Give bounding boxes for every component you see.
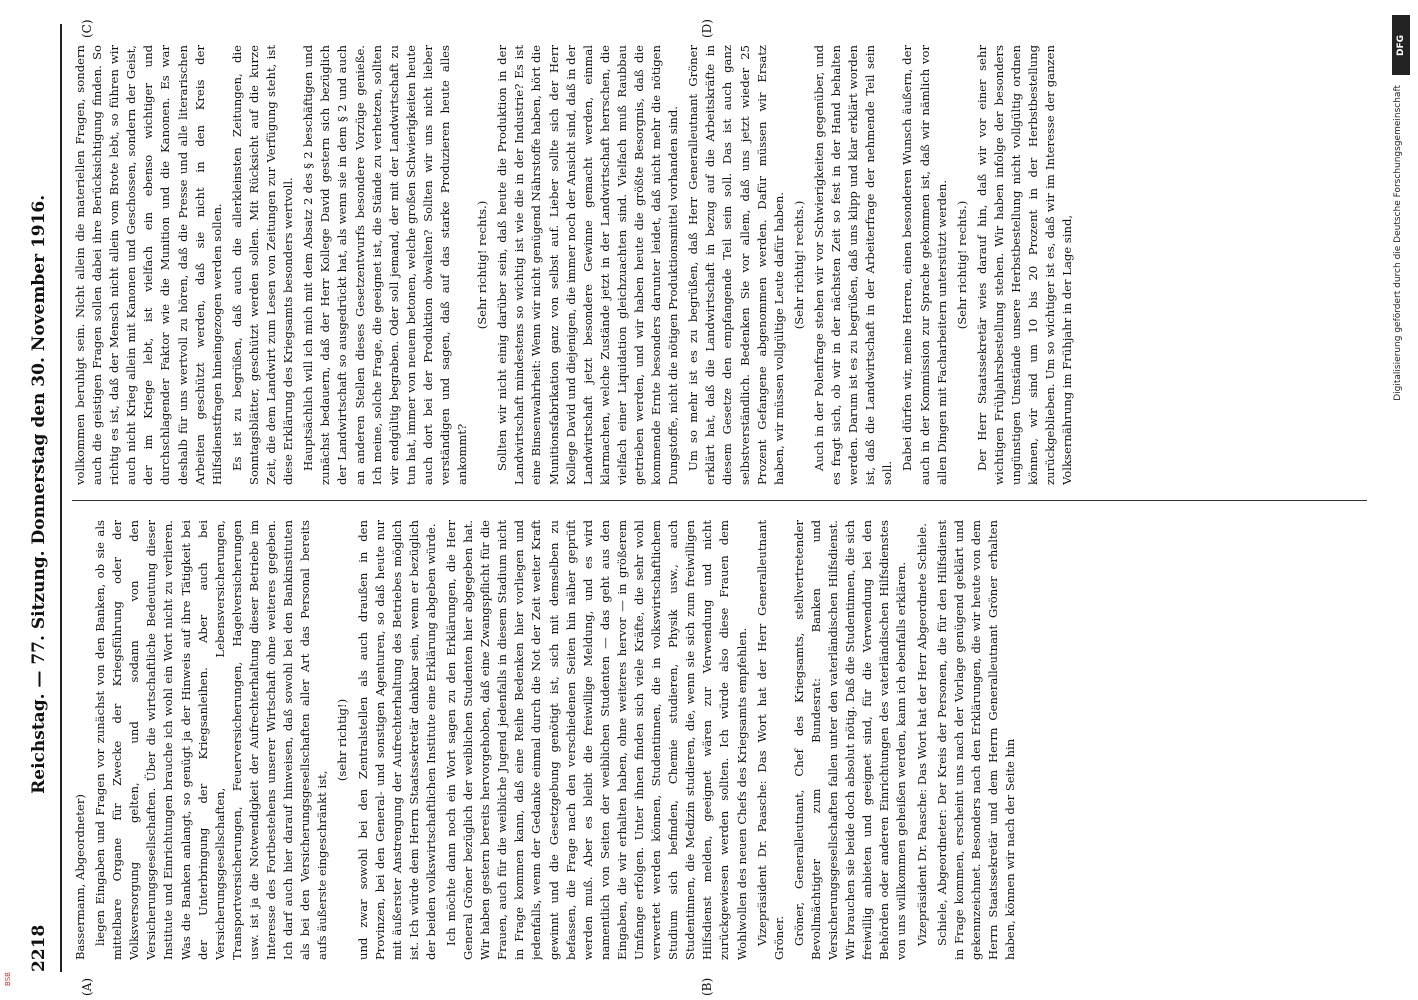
margin-mark-b: (B) (700, 977, 714, 996)
left-paragraph: und zwar sowohl bei den Zentralstellen als auch draußen in den Provinzen, bei den General- und sonstigen Agenturen, so daß heute nur mit äußerster Anstrengung der Aufrechterhaltung des Betriebes möglich ist. Ich würde dem Herrn Staatssekretär dankbar sein, wenn er bezüglich der beiden volkswirtschaftlichen Institute eine Erklärung abgeben würde. (355, 520, 438, 960)
header-rule (60, 24, 62, 972)
funding-text: Digitalisierung gefördert durch die Deutsche Forschungsgemeinschaft (1393, 85, 1403, 401)
page-title: Reichstag. — 77. Sitzung. Donnerstag den 30. November 1916. (29, 194, 49, 794)
right-paragraph: (Sehr richtig! rechts.) (791, 200, 806, 330)
right-paragraph: Hauptsächlich will ich mich mit dem Absatz 2 des § 2 beschäftigen und zunächst bedauern, daß der Herr Kollege David gestern sich bezüglich der Landwirtschaft so ausgedrückt hat, als wenn sie in dem § 2 und auch an anderen Stellen dieses Gesetzentwurfs besondere Vorzüge genieße. Ich meine, solche Frage, die geeignet ist, die Stände zu verhetzen, sollten wir endgültig begraben. Oder soll jemand, der mit der Landwirtschaft zu tun hat, immer von neuem betonen, welche großen Schwierigkeiten heute auch dort bei der Produktion obwalten? Sollten wir uns nicht lieber verständigen und sagen, daß auf das starke Produzieren heute alles ankommt? (301, 45, 470, 485)
right-paragraph: Der Herr Staatssekretär wies darauf hin, daß wir vor einer sehr wichtigen Frühjahrsbestellung stehen. Wir haben infolge der besonders ungünstigen Umstände unsere Herbstbestellung nicht vollgültig ordnen können, wir sind um 10 bis 20 Prozent in der Herbstbestellung zurückgeblieben. Um so wichtiger ist es, daß wir im Interesse der ganzen Volksernährung im Frühjahr in der Lage sind, (974, 45, 1075, 485)
margin-mark-c: (C) (80, 19, 94, 38)
margin-mark-d: (D) (700, 19, 714, 38)
left-paragraph: Bassermann, Abgeordneter) (73, 794, 87, 960)
margin-mark-a: (A) (80, 977, 94, 996)
page-number: 2218 (29, 924, 49, 972)
left-paragraph: liegen Eingaben und Fragen vor zunächst von den Banken, ob sie als mittelbare Organe für Zwecke der Kriegsführung oder der Volksversorgung gelten, und sodann von den Versicherungsgesellschaften. Über die wirtschaftliche Bedeutung dieser Institute und Einrichtungen brauche ich wohl ein Wort nicht zu verlieren. Was die Banken anlangt, so genügt ja der Hinweis auf ihre Tätigkeit bei der Unterbringung der Kriegsanleihen. Aber auch bei Versicherungsgesellschaften, Lebensversicherungen, Transportversicherungen, Feuerversicherungen, Hagelversicherungen usw. ist ja die Notwendigkeit der Aufrechterhaltung dieser Betriebe im Interesse des Fortbestehens unserer Wirtschaft ohne weiteres gegeben. Ich darf auch hier darauf hinweisen, daß sowohl bei den Bankinstituten als bei den Versicherungsgesellschaften aller Art das Personal bereits aufs äußerste eingeschränkt ist, (93, 520, 330, 960)
library-mark: BSB (4, 972, 12, 986)
page-header (22, 24, 56, 972)
right-column (72, 45, 1367, 485)
dfg-logo: DFG (1392, 15, 1410, 75)
right-paragraph: Auch in der Polenfrage stehen wir vor Schwierigkeiten gegenüber, und es fragt sich, ob wir in der nächsten Zeit so fest in der Hand behalten werden. Darum ist es zu begrüßen, daß uns klipp und klar erklärt worden ist, daß die Landwirtschaft in der Arbeiterfrage der nehmende Teil sein soll. (811, 45, 895, 485)
right-paragraph: Dabei dürfen wir, meine Herren, einen besonderen Wunsch äußern, der auch in der Kommission zur Sprache gekommen ist, daß wir nämlich vor allen Dingen mit Facharbeitern unterstützt werden. (900, 45, 949, 485)
left-paragraph: Ich möchte dann noch ein Wort sagen zu den Erklärungen, die Herr General Gröner bezüglich der weiblichen Studenten hier abgegeben hat. Wir haben gestern bereits hervorgehoben, daß eine Zwangspflicht für die Frauen, auch für die weibliche Jugend jedenfalls in diesem Stadium nicht in Frage kommen kann, daß eine Reihe Bedenken hier vorliegen und jedenfalls, wenn der Gedanke einmal durch die Not der Zeit weiter Kraft gewinnt und die Gesetzgebung genötigt ist, sich mit demselben zu befassen, die Frage nach den verschiedenen Seiten hin näher geprüft werden muß. Aber es bleibt die freiwillige Meldung, und es wird namentlich von Seiten der weiblichen Studenten — das geht aus den Eingaben, die wir erhalten haben, ohne weiteres hervor — in größerem Umfange erfolgen. Unter ihnen finden sich viele Kräfte, die sehr wohl verwertet werden können, Studentinnen, die in volkswirtschaftlichem Studium sich befinden, Chemie studieren, Physik usw., auch Studentinnen, die Medizin studieren, die, wenn sie sich zum freiwilligen Hilfsdienst melden, geeignet wären zur Verwendung und nicht zurückgewiesen werden sollten. Ich würde also diese Frauen dem Wohlwollen des neuen Chefs des Kriegsamts empfehlen. (443, 520, 749, 960)
left-paragraph: Schiele, Abgeordneter: Der Kreis der Personen, die für den Hilfsdienst in Frage kommen, erscheint uns nach der Vorlage genügend geklärt und gekennzeichnet. Besonders nach den Erklärungen, die wir heute von dem Herrn Staatssekretär und dem Herrn Generalleutnant Gröner erhalten haben, können wir nach der Seite hin (934, 520, 1017, 960)
right-paragraph: (Sehr richtig! rechts.) (475, 200, 490, 330)
left-paragraph: Vizepräsident Dr. Paasche: Das Wort hat der Herr Abgeordnete Schiele. (914, 523, 929, 946)
left-column (72, 520, 1367, 960)
funding-note (1388, 15, 1414, 985)
left-paragraph: Gröner, Generalleutnant, Chef des Kriegsamts, stellvertretender Bevollmächtigter zum Bundesrat: Banken und Versicherungsgesellschaften fallen unter den vaterländischen Hilfsdienst. Wir brauchen sie beide doch absolut nötig. Daß die Studentinnen, die sich freiwillig anbieten und geeignet sind, für die Verwendung bei den Behörden oder anderen Einrichtungen des vaterländischen Hilfsdienstes von uns willkommen geheißen werden, kann ich ebenfalls erklären. (791, 520, 909, 960)
left-paragraph: (sehr richtig!) (335, 698, 350, 782)
left-paragraph: Vizepräsident Dr. Paasche: Das Wort hat der Herr Generalleutnant Gröner. (754, 520, 786, 960)
right-paragraph: vollkommen beruhigt sein. Nicht allein die materiellen Fragen, sondern auch die geistigen Fragen sollen dabei ihre Berücksichtigung finden. So richtig es ist, daß der Mensch nicht allein vom Brote lebt, so führen wir auch nicht Krieg allein mit Kanonen und Geschossen, sondern der Geist, der im Kriege lebt, ist vielfach ein ebenso wichtiger und durchschlagender Faktor wie die Munition und die Kanonen. Es war deshalb für uns wertvoll zu hören, daß die Presse und alle literarischen Arbeiten geschützt werden, daß sie nicht in den Kreis der Hilfsdienstfragen hineingezogen werden sollen. (73, 45, 224, 485)
right-paragraph: Es ist zu begrüßen, daß auch die allerkleinsten Zeitungen, die Sonntagsblätter, geschützt werden sollen. Mit Rücksicht auf die kurze Zeit, die dem Landwirt zum Lesen von Zeitungen zur Verfügung steht, ist diese Erklärung des Kriegsamts besonders wertvoll. (229, 45, 296, 485)
right-paragraph: Sollten wir nicht einig darüber sein, daß heute die Produktion in der Landwirtschaft mindestens so wichtig ist wie die in der Industrie? Es ist eine Binsenwahrheit: Wenn wir nicht genügend Nährstoffe haben, hört die Munitionsfabrikation ganz von selbst auf. Lieber sollte sich der Herr Kollege David und diejenigen, die immer noch der Ansicht sind, daß in der Landwirtschaft jetzt besondere Gewinne gemacht werden, einmal klarmachen, welche Zustände jetzt in der Landwirtschaft herrschen, die vielfach einer Liquidation gleichzuachten sind. Vielfach muß Raubbau getrieben werden, und wir haben heute die größte Besorgnis, daß die kommende Ernte besonders darunter leidet, daß nicht mehr die nötigen Dungstoffe, nicht die nötigen Produktionsmittel vorhanden sind. (495, 45, 681, 485)
right-paragraph: (Sehr richtig! rechts.) (954, 200, 969, 330)
right-paragraph: Um so mehr ist es zu begrüßen, daß Herr Generalleutnant Gröner erklärt hat, daß die Landwirtschaft in bezug auf die Arbeitskräfte in diesem Gesetze den empfangende Teil sein soll. Das ist auch ganz selbstverständlich. Bedenken Sie vor allem, daß uns jetzt wieder 25 Prozent Gefangene abgenommen werden. Dafür müssen wir Ersatz haben, wir müssen vollgültige Leute dafür haben. (686, 45, 786, 485)
column-divider (72, 500, 1367, 501)
